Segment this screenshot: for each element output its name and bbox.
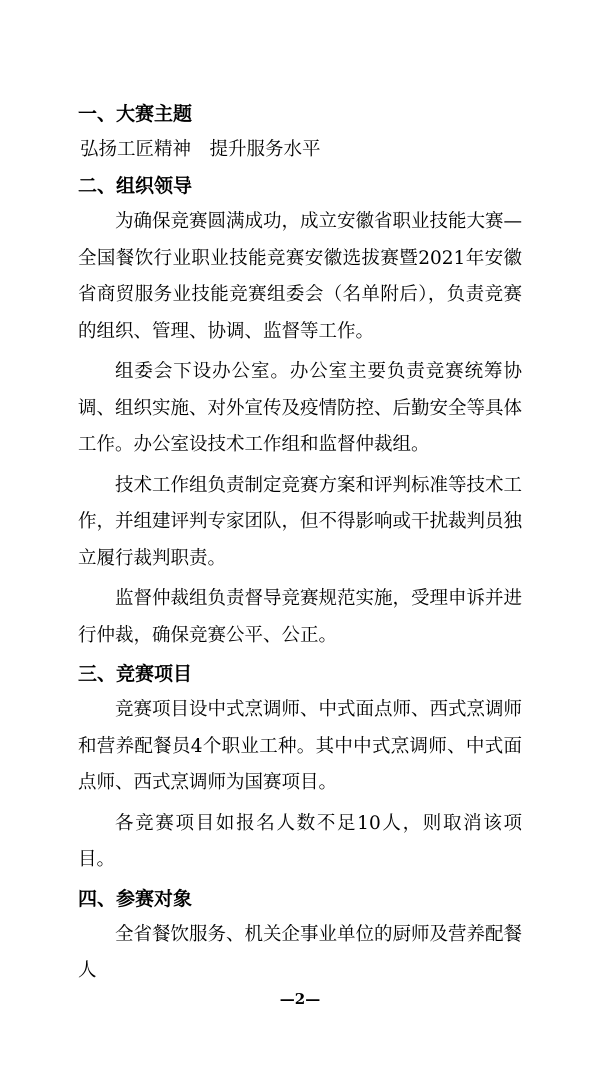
section-heading-participants: 四、参赛对象 bbox=[78, 887, 193, 910]
organization-paragraph-3: 技术工作组负责制定竞赛方案和评判标准等技术工作，并组建评判专家团队，但不得影响或干扰裁判员独立履行裁判职责。 bbox=[78, 474, 523, 569]
events-paragraph-1: 竞赛项目设中式烹调师、中式面点师、西式烹调师和营养配餐员4个职业工种。其中中式烹调师、中式面点师、西式烹调师为国赛项目。 bbox=[78, 699, 523, 793]
events-paragraph-2: 各竞赛项目如报名人数不足10人，则取消该项目。 bbox=[78, 812, 522, 870]
document-page bbox=[78, 96, 522, 990]
page-number: —2— bbox=[279, 990, 321, 1008]
theme-motto: 弘扬工匠精神 提升服务水平 bbox=[80, 139, 321, 160]
organization-paragraph-1: 为确保竞赛圆满成功，成立安徽省职业技能大赛—全国餐饮行业职业技能竞赛安徽选拔赛暨2021年安徽省商贸服务业技能竞赛组委会（名单附后），负责竞赛的组织、管理、协调、监督等工作。 bbox=[78, 211, 523, 342]
organization-paragraph-2: 组委会下设办公室。办公室主要负责竞赛统筹协调、组织实施、对外宣传及疫情防控、后勤安全等具体工作。办公室设技术工作组和监督仲裁组。 bbox=[78, 361, 523, 455]
participants-paragraph-1: 全省餐饮服务、机关企事业单位的厨师及营养配餐人 bbox=[78, 923, 523, 981]
section-heading-organization: 二、组织领导 bbox=[78, 175, 193, 197]
organization-paragraph-4: 监督仲裁组负责督导竞赛规范实施，受理申诉并进行仲裁，确保竞赛公平、公正。 bbox=[78, 588, 523, 646]
section-heading-events: 三、竞赛项目 bbox=[78, 663, 193, 685]
section-heading-theme: 一、大赛主题 bbox=[78, 103, 193, 125]
